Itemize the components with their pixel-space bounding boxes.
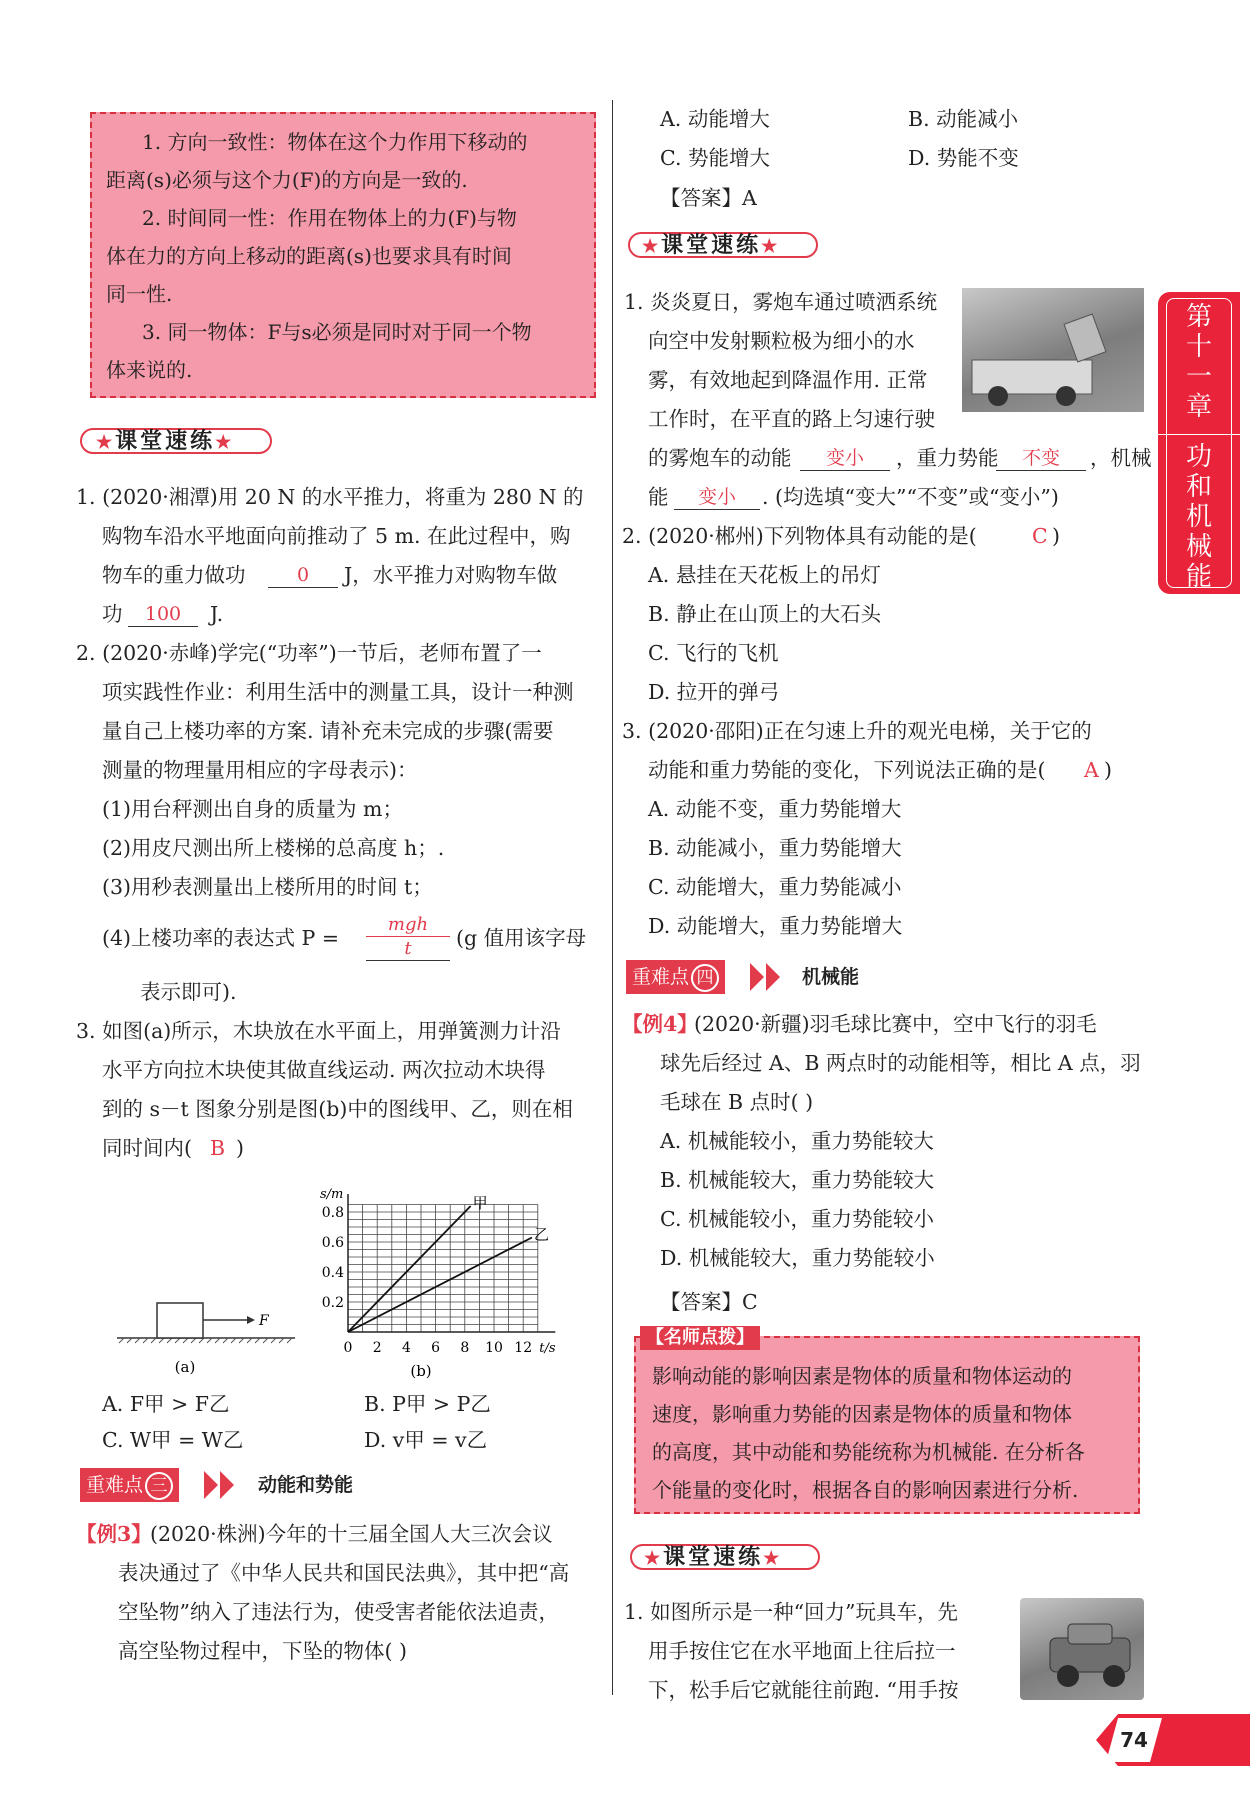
- question-line: 2. (2020·赤峰)学完(“功率”)一节后，老师布置了一: [76, 641, 542, 665]
- figure-a: [115, 1290, 300, 1390]
- option-c: C. 飞行的飞机: [648, 641, 779, 665]
- answer-text: 【答案】C: [660, 1290, 758, 1314]
- option-d: D. 势能不变: [908, 146, 1019, 170]
- answer-blank: 100: [128, 602, 198, 627]
- step-line: (g 值用该字母: [456, 926, 587, 950]
- section-banner: [628, 228, 818, 258]
- question-line: ，机械: [1090, 446, 1152, 470]
- tip-box: [634, 1327, 1140, 1514]
- question-line: 功: [102, 602, 123, 626]
- example-line: 表决通过了《中华人民共和国民法典》，其中把“高: [118, 1561, 570, 1585]
- note-box: [90, 112, 596, 398]
- tip-line: 速度，影响重力势能的因素是物体的质量和物体: [652, 1402, 1072, 1426]
- star-icon: ★: [763, 1548, 783, 1569]
- option-b: B. 静止在山顶上的大石头: [648, 602, 882, 626]
- step-line: (1)用台秤测出自身的质量为 m；: [102, 797, 403, 821]
- banner-text: ★课堂速练★: [96, 428, 235, 454]
- banner-text: ★课堂速练★: [644, 1544, 783, 1570]
- option-a: A. F甲 > F乙: [102, 1392, 230, 1416]
- option-b: B. 动能减小，重力势能增大: [648, 836, 902, 860]
- question-line: 水平方向拉木块使其做直线运动. 两次拉动木块得: [102, 1058, 546, 1082]
- question-line: . (均选填“变大”“不变”或“变小”): [762, 485, 1059, 509]
- question-line: 下，松手后它就能往前跑. “用手按: [648, 1678, 959, 1702]
- star-icon: ★: [215, 432, 235, 453]
- x-axis-label: t/s: [539, 1341, 556, 1356]
- page-number: 74: [1120, 1728, 1148, 1752]
- choice-answer: A: [1084, 758, 1099, 782]
- star-icon: ★: [644, 1548, 664, 1569]
- tip-line: 的高度，其中动能和势能统称为机械能. 在分析各: [652, 1440, 1085, 1464]
- y-tick-label: 0.4: [321, 1265, 344, 1281]
- arrow-icon: [750, 963, 764, 991]
- note-line: 体来说的.: [106, 358, 193, 382]
- tip-title: 【名师点拨】: [640, 1326, 760, 1350]
- example-line: (2020·株洲)今年的十三届全国人大三次会议: [150, 1522, 553, 1546]
- example-line: 球先后经过 A、B 两点时的动能相等，相比 A 点，羽: [660, 1051, 1141, 1075]
- series-label: 甲: [472, 1194, 488, 1212]
- arrow-head-icon: [247, 1316, 255, 1324]
- question-line: 雾，有效地起到降温作用. 正常: [648, 368, 928, 392]
- fog-cannon-truck-photo: [962, 288, 1144, 412]
- question-line: 向空中发射颗粒极为细小的水: [648, 329, 915, 353]
- y-tick-label: 0.8: [321, 1205, 344, 1221]
- x-tick-label: 2: [372, 1340, 382, 1356]
- wood-block: [157, 1303, 203, 1338]
- series-label: 乙: [533, 1225, 549, 1244]
- question-line: 1. 炎炎夏日，雾炮车通过喷洒系统: [624, 290, 938, 314]
- formula-denominator: t: [366, 938, 450, 961]
- option-c: C. 机械能较小，重力势能较小: [660, 1207, 934, 1231]
- question-line: 同时间内(: [102, 1136, 192, 1160]
- arrow-icon: [204, 1471, 218, 1499]
- answer-blank: 变小: [674, 485, 760, 510]
- chapter-number: 第十一章: [1185, 302, 1212, 422]
- option-a: A. 悬挂在天花板上的吊灯: [648, 563, 881, 587]
- toy-car-photo: [1020, 1598, 1144, 1700]
- y-axis-label: s/m: [320, 1187, 344, 1202]
- question-line: 能: [648, 485, 669, 509]
- option-d: D. 机械能较大，重力势能较小: [660, 1246, 935, 1270]
- chapter-title: 功和机械能: [1185, 442, 1212, 592]
- formula-numerator: mgh: [366, 914, 450, 937]
- tip-line: 影响动能的影响因素是物体的质量和物体运动的: [652, 1364, 1072, 1388]
- figure-b-chart: [300, 1170, 565, 1380]
- option-c: C. W甲 = W乙: [102, 1428, 244, 1452]
- question-line: ，重力势能: [896, 446, 999, 470]
- question-line: 3. 如图(a)所示，木块放在水平面上，用弹簧测力计沿: [76, 1019, 561, 1043]
- toy-car-icon: [1020, 1598, 1144, 1700]
- tip-line: 个能量的变化时，根据各自的影响因素进行分析.: [652, 1478, 1079, 1502]
- series-line-yi: [348, 1238, 532, 1333]
- question-line: ): [1052, 524, 1060, 548]
- answer-blank: 0: [268, 563, 338, 588]
- question-line: 测量的物理量用相应的字母表示)：: [102, 758, 418, 782]
- figure-b-caption: (b): [410, 1362, 432, 1380]
- option-d: D. v甲 = v乙: [364, 1428, 488, 1452]
- option-b: B. P甲 > P乙: [364, 1392, 491, 1416]
- x-tick-label: 0: [343, 1340, 353, 1356]
- question-line: 动能和重力势能的变化，下列说法正确的是(: [648, 758, 1046, 782]
- key-point-title: 动能和势能: [258, 1474, 354, 1496]
- question-line: 量自己上楼功率的方案. 请补充未完成的步骤(需要: [102, 719, 554, 743]
- question-line: 购物车沿水平地面向前推动了 5 m. 在此过程中，购: [102, 524, 571, 548]
- truck-icon: [962, 288, 1144, 412]
- figure-a-caption: (a): [174, 1358, 196, 1376]
- x-tick-label: 10: [485, 1340, 503, 1356]
- section-banner: [630, 1540, 820, 1570]
- key-point-header: [626, 960, 926, 994]
- question-line: 到的 s－t 图象分别是图(b)中的图线甲、乙，则在相: [102, 1097, 573, 1121]
- section-banner: [80, 424, 272, 454]
- question-line: J，水平推力对购物车做: [344, 563, 558, 587]
- note-line: 3. 同一物体：F与s必须是同时对于同一个物: [142, 320, 532, 344]
- question-line: 项实践性作业：利用生活中的测量工具，设计一种测: [102, 680, 574, 704]
- choice-answer: B: [210, 1136, 226, 1160]
- note-line: 距离(s)必须与这个力(F)的方向是一致的.: [106, 168, 468, 192]
- arrow-icon: [766, 963, 780, 991]
- question-line: 1. (2020·湘潭)用 20 N 的水平推力，将重为 280 N 的: [76, 485, 584, 509]
- option-d: D. 拉开的弹弓: [648, 680, 780, 704]
- key-point-header: [80, 1468, 380, 1502]
- arrow-icon: [220, 1471, 234, 1499]
- note-line: 1. 方向一致性：物体在这个力作用下移动的: [142, 130, 528, 154]
- y-tick-label: 0.2: [321, 1295, 344, 1311]
- key-point-label: 重难点 四: [626, 960, 725, 994]
- key-point-label: 重难点 三: [80, 1468, 179, 1502]
- question-line: 物车的重力做功: [102, 563, 246, 587]
- note-line: 体在力的方向上移动的距离(s)也要求具有时间: [106, 244, 512, 268]
- example-line: 高空坠物过程中，下坠的物体( ): [118, 1639, 408, 1663]
- question-line: 3. (2020·邵阳)正在匀速上升的观光电梯，关于它的: [622, 719, 1092, 743]
- choice-answer: C: [1032, 524, 1048, 548]
- option-c: C. 势能增大: [660, 146, 770, 170]
- option-d: D. 动能增大，重力势能增大: [648, 914, 903, 938]
- example-tag: 【例4】: [622, 1012, 698, 1036]
- step-line: (4)上楼功率的表达式 P =: [102, 926, 340, 950]
- option-a: A. 动能不变，重力势能增大: [648, 797, 902, 821]
- question-line: ): [236, 1136, 244, 1160]
- step-line: (2)用皮尺测出所上楼梯的总高度 h；.: [102, 836, 445, 860]
- answer-text: 【答案】A: [660, 186, 757, 210]
- question-line: 2. (2020·郴州)下列物体具有动能的是(: [622, 524, 977, 548]
- note-line: 同一性.: [106, 282, 173, 306]
- star-icon: ★: [642, 236, 662, 257]
- option-c: C. 动能增大，重力势能减小: [648, 875, 902, 899]
- option-b: B. 机械能较大，重力势能较大: [660, 1168, 935, 1192]
- x-tick-label: 8: [460, 1340, 470, 1356]
- series-line-jia: [348, 1206, 471, 1332]
- example-line: 空坠物”纳入了违法行为，使受害者能依法追责，: [118, 1600, 559, 1624]
- step-line: (3)用秒表测量出上楼所用的时间 t；: [102, 875, 433, 899]
- option-a: A. 动能增大: [660, 107, 770, 131]
- question-line: 工作时，在平直的路上匀速行驶: [648, 407, 935, 431]
- x-tick-label: 4: [401, 1340, 411, 1356]
- question-line: 的雾炮车的动能: [648, 446, 792, 470]
- option-b: B. 动能减小: [908, 107, 1019, 131]
- question-line: 用手按住它在水平地面上往后拉一: [648, 1639, 956, 1663]
- question-line: ): [1104, 758, 1112, 782]
- y-tick-label: 0.6: [321, 1235, 344, 1251]
- note-line: 2. 时间同一性：作用在物体上的力(F)与物: [142, 206, 517, 230]
- example-line: (2020·新疆)羽毛球比赛中，空中飞行的羽毛: [694, 1012, 1097, 1036]
- question-line: 1. 如图所示是一种“回力”玩具车，先: [624, 1600, 959, 1624]
- answer-blank: 变小: [800, 446, 890, 471]
- tab-divider: [1158, 434, 1240, 435]
- banner-text: ★课堂速练★: [642, 232, 781, 258]
- example-line: 毛球在 B 点时( ): [660, 1090, 814, 1114]
- answer-blank: 不变: [996, 446, 1086, 471]
- chapter-tab: [1158, 292, 1240, 594]
- column-divider: [612, 100, 613, 1695]
- x-tick-label: 12: [514, 1340, 533, 1356]
- question-line: J.: [210, 602, 224, 626]
- example-tag: 【例3】: [76, 1522, 152, 1546]
- key-point-title: 机械能: [802, 966, 860, 988]
- star-icon: ★: [96, 432, 116, 453]
- step-line: 表示即可).: [140, 980, 237, 1004]
- star-icon: ★: [761, 236, 781, 257]
- force-label: F: [259, 1313, 269, 1329]
- option-a: A. 机械能较小，重力势能较大: [660, 1129, 934, 1153]
- x-tick-label: 6: [431, 1340, 441, 1356]
